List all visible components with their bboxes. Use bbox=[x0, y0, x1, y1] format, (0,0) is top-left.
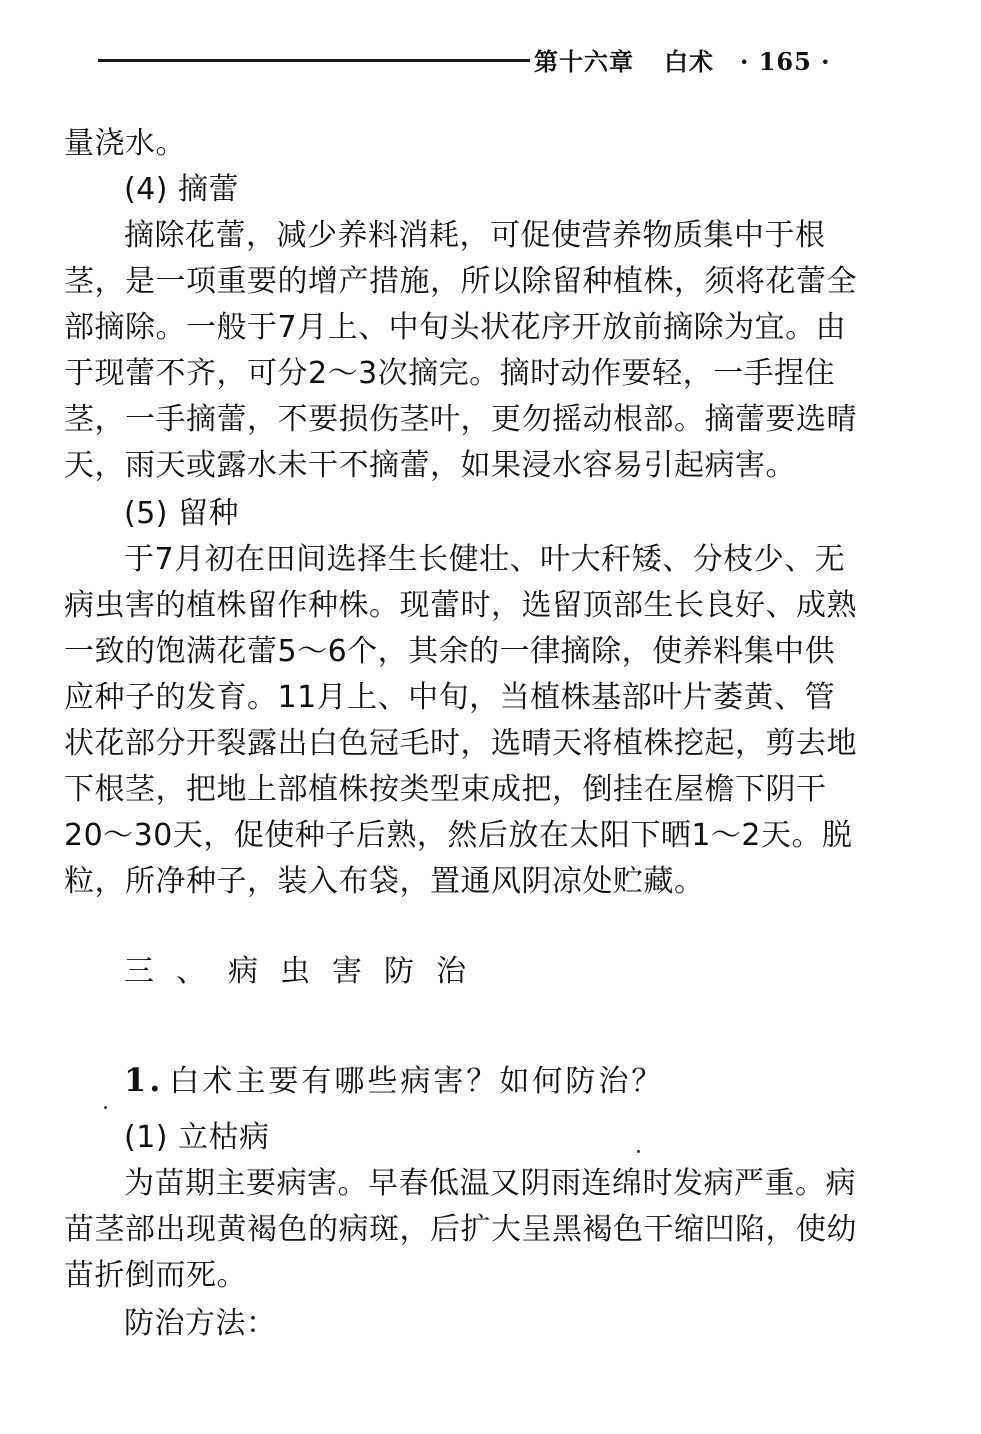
page-number: · 165 · bbox=[740, 47, 831, 76]
chapter-label: 第十六章 bbox=[534, 47, 634, 76]
question-text: 白术主要有哪些病害？如何防治？ bbox=[169, 1064, 665, 1099]
scan-speck bbox=[104, 1106, 107, 1109]
text-line: 下根茎，把地上部植株按类型束成把，倒挂在屋檐下阴干 bbox=[64, 772, 827, 807]
subheading-4: (4) 摘蕾 bbox=[124, 172, 240, 207]
text-line: 于现蕾不齐，可分2～3次摘完。摘时动作要轻，一手捏住 bbox=[64, 356, 836, 391]
section-title: 三、病虫害防治 bbox=[124, 954, 488, 989]
text-line: 病虫害的植株留作种株。现蕾时，选留顶部生长良好、成熟 bbox=[64, 588, 857, 623]
subheading-1: (1) 立枯病 bbox=[124, 1120, 270, 1155]
text-line: 天，雨天或露水未干不摘蕾，如果浸水容易引起病害。 bbox=[64, 448, 796, 483]
header-text bbox=[534, 42, 831, 77]
text-line: 20～30天，促使种子后熟，然后放在太阳下晒1～2天。脱 bbox=[64, 818, 853, 853]
question-number: 1. bbox=[124, 1061, 164, 1099]
text-line: 一致的饱满花蕾5～6个，其余的一律摘除，使养料集中供 bbox=[64, 634, 836, 669]
text-line: 茎，是一项重要的增产措施，所以除留种植株，须将花蕾全 bbox=[64, 264, 857, 299]
running-header bbox=[98, 40, 858, 80]
subheading-5: (5) 留种 bbox=[124, 496, 240, 531]
text-line: 茎，一手摘蕾，不要损伤茎叶，更勿摇动根部。摘蕾要选晴 bbox=[64, 402, 857, 437]
text-line: 应种子的发育。11月上、中旬，当植株基部叶片萎黄、管 bbox=[64, 680, 836, 715]
text-line: 量浇水。 bbox=[64, 126, 186, 161]
header-rule bbox=[98, 59, 530, 62]
text-line: 为苗期主要病害。早春低温又阴雨连绵时发病严重。病 bbox=[124, 1166, 856, 1201]
text-line: 粒，所净种子，装入布袋，置通风阴凉处贮藏。 bbox=[64, 864, 705, 899]
text-line: 摘除花蕾，减少养料消耗，可促使营养物质集中于根 bbox=[124, 218, 826, 253]
text-line: 状花部分开裂露出白色冠毛时，选晴天将植株挖起，剪去地 bbox=[64, 726, 857, 761]
text-line: 苗茎部出现黄褐色的病斑，后扩大呈黑褐色干缩凹陷，使幼 bbox=[64, 1212, 857, 1247]
text-line: 苗折倒而死。 bbox=[64, 1258, 247, 1293]
question-heading bbox=[124, 1060, 664, 1102]
scan-speck bbox=[637, 1150, 640, 1153]
text-line: 防治方法： bbox=[124, 1306, 277, 1341]
text-line: 部摘除。一般于7月上、中旬头状花序开放前摘除为宜。由 bbox=[64, 310, 847, 345]
subject-label: 白术 bbox=[664, 47, 714, 76]
text-line: 于7月初在田间选择生长健壮、叶大秆矮、分枝少、无 bbox=[124, 542, 846, 577]
